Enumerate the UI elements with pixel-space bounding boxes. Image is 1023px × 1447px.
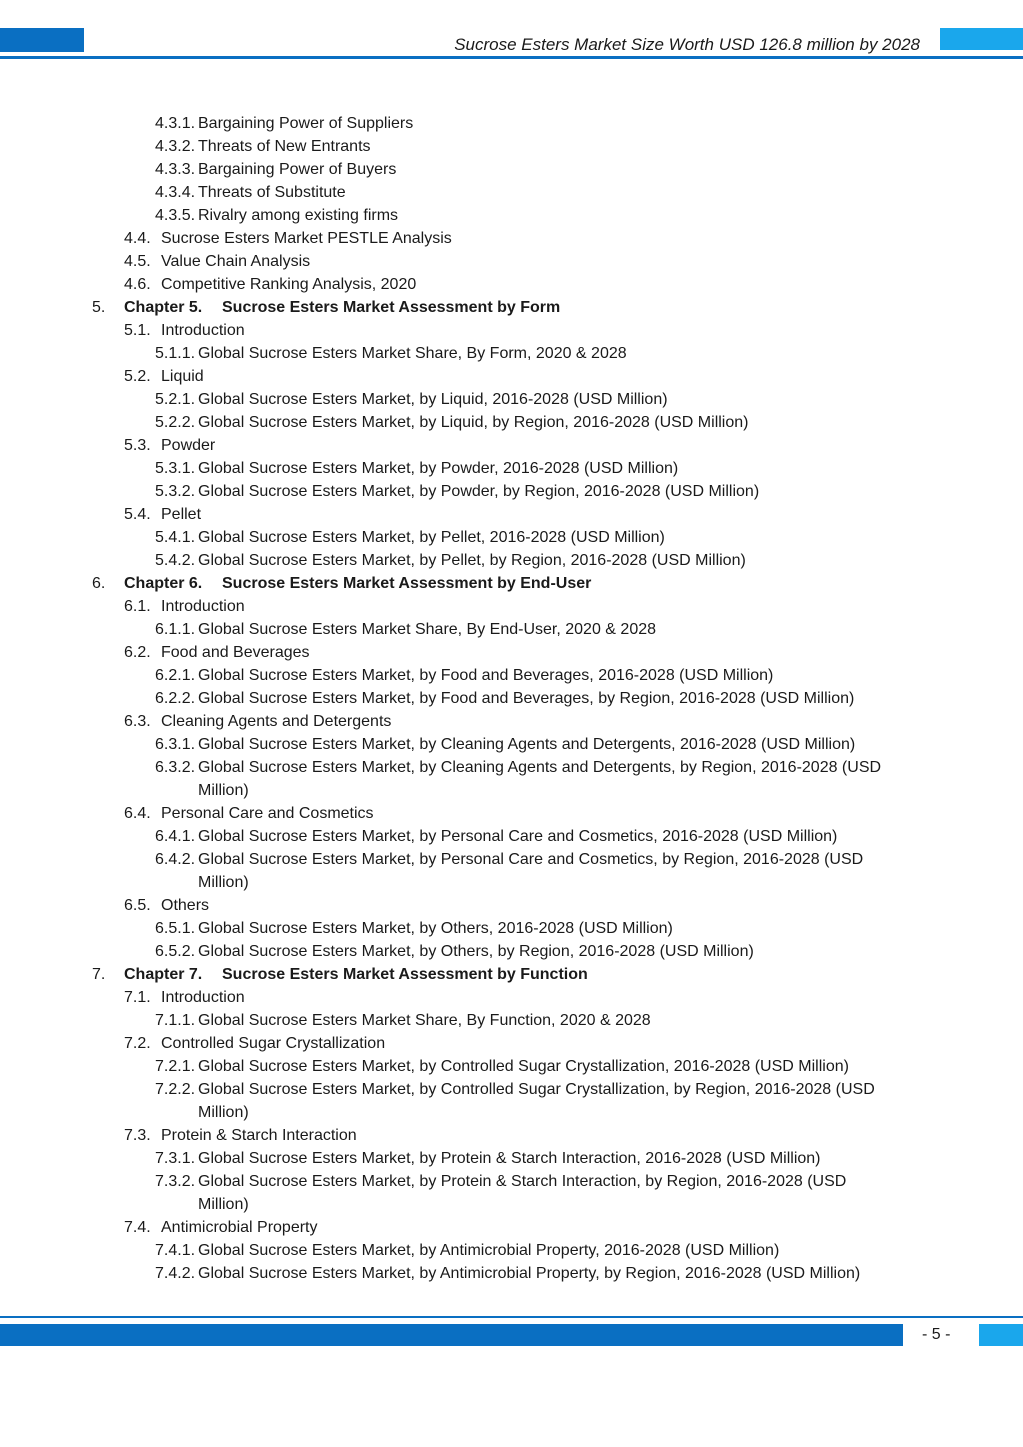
toc-text: Global Sucrose Esters Market, by Protein & Starch Interaction, 2016-2028 (USD Million) [198,1150,821,1167]
toc-section-entry [0,710,1023,733]
toc-section-entry [0,894,1023,917]
toc-text: Others [161,897,210,914]
toc-number: 5.3.2. [155,483,196,500]
toc-subsection-entry [0,1147,1023,1170]
toc-section-entry [0,1216,1023,1239]
toc-subsection-entry [0,411,1023,434]
toc-entry-continuation [0,779,1023,802]
toc-number: 7.4.2. [155,1265,196,1282]
toc-number: 6.5.1. [155,920,196,937]
toc-number: 4.3.5. [155,207,196,224]
toc-text: Threats of Substitute [198,184,346,201]
toc-subsection-entry [0,733,1023,756]
toc-text: Global Sucrose Esters Market, by Food and Beverages, by Region, 2016-2028 (USD Million) [198,690,855,707]
toc-text: Value Chain Analysis [161,253,311,270]
toc-entry-continuation [0,871,1023,894]
toc-text: Introduction [161,322,245,339]
toc-text: Million) [198,1196,249,1213]
toc-subsection-entry [0,940,1023,963]
toc-number: 4.4. [124,230,151,247]
toc-number: 7.4.1. [155,1242,196,1259]
toc-text: Controlled Sugar Crystallization [161,1035,386,1052]
toc-text: Threats of New Entrants [198,138,371,155]
toc-subsection-entry [0,1078,1023,1101]
toc-number: 5.4. [124,506,151,523]
footer-rule [0,1316,1023,1318]
toc-text: Global Sucrose Esters Market, by Others, by Region, 2016-2028 (USD Million) [198,943,754,960]
toc-section-entry [0,365,1023,388]
toc-subsection-entry [0,687,1023,710]
toc-number: 7.1.1. [155,1012,196,1029]
toc-subsection-entry [0,825,1023,848]
toc-section-entry [0,986,1023,1009]
toc-text: Global Sucrose Esters Market, by Personal Care and Cosmetics, 2016-2028 (USD Million) [198,828,838,845]
toc-subsection-entry [0,112,1023,135]
toc-text: Global Sucrose Esters Market, by Antimicrobial Property, 2016-2028 (USD Million) [198,1242,780,1259]
toc-text: Global Sucrose Esters Market, by Liquid, 2016-2028 (USD Million) [198,391,668,408]
toc-text: Global Sucrose Esters Market, by Powder, by Region, 2016-2028 (USD Million) [198,483,760,500]
toc-number: 7. [92,966,106,983]
toc-number: 4.5. [124,253,151,270]
toc-number: 7.3.1. [155,1150,196,1167]
toc-text: Million) [198,782,249,799]
toc-text: Pellet [161,506,202,523]
toc-subsection-entry [0,549,1023,572]
header-accent-left [0,28,84,52]
toc-number: 6.5.2. [155,943,196,960]
toc-entry-continuation [0,1193,1023,1216]
toc-number: 5.1. [124,322,151,339]
toc-section-entry [0,595,1023,618]
toc-subsection-entry [0,1170,1023,1193]
toc-subsection-entry [0,618,1023,641]
toc-subsection-entry [0,135,1023,158]
toc-section-entry [0,434,1023,457]
footer-bar [0,1324,903,1346]
toc-section-entry [0,641,1023,664]
toc-chapter-title: Sucrose Esters Market Assessment by End-User [222,575,592,592]
footer-accent-right [979,1324,1023,1346]
toc-number: 6.1.1. [155,621,196,638]
toc-text: Bargaining Power of Buyers [198,161,397,178]
header-title: Sucrose Esters Market Size Worth USD 126.8 million by 2028 [454,35,920,54]
toc-chapter-entry [0,963,1023,986]
toc-subsection-entry [0,1055,1023,1078]
table-of-contents [0,112,1023,1285]
toc-number: 4.3.3. [155,161,196,178]
toc-chapter-label: Chapter 7. [124,966,203,983]
toc-section-entry [0,250,1023,273]
toc-text: Cleaning Agents and Detergents [161,713,392,730]
toc-section-entry [0,503,1023,526]
toc-number: 5.2.2. [155,414,196,431]
toc-subsection-entry [0,457,1023,480]
toc-number: 7.2.2. [155,1081,196,1098]
toc-number: 5.4.1. [155,529,196,546]
toc-subsection-entry [0,1239,1023,1262]
toc-number: 6.4. [124,805,151,822]
toc-section-entry [0,319,1023,342]
toc-text: Liquid [161,368,204,385]
toc-number: 6.1. [124,598,151,615]
toc-number: 4.3.2. [155,138,196,155]
toc-number: 5.2.1. [155,391,196,408]
toc-section-entry [0,1124,1023,1147]
toc-chapter-title: Sucrose Esters Market Assessment by Function [222,966,588,983]
toc-subsection-entry [0,664,1023,687]
header-rule [0,56,1023,59]
toc-text: Global Sucrose Esters Market, by Controlled Sugar Crystallization, by Region, 2016-2028 (USD [198,1081,875,1098]
toc-text: Million) [198,1104,249,1121]
toc-text: Sucrose Esters Market PESTLE Analysis [161,230,452,247]
toc-number: 6. [92,575,106,592]
toc-text: Global Sucrose Esters Market Share, By Form, 2020 & 2028 [198,345,627,362]
toc-number: 6.2.2. [155,690,196,707]
toc-subsection-entry [0,917,1023,940]
toc-section-entry [0,802,1023,825]
toc-chapter-title: Sucrose Esters Market Assessment by Form [222,299,561,316]
toc-number: 5.3. [124,437,151,454]
toc-number: 4.3.1. [155,115,196,132]
toc-entry-continuation [0,1101,1023,1124]
toc-subsection-entry [0,1009,1023,1032]
toc-number: 6.3. [124,713,151,730]
toc-number: 5.4.2. [155,552,196,569]
toc-number: 7.4. [124,1219,151,1236]
toc-text: Global Sucrose Esters Market, by Pellet, by Region, 2016-2028 (USD Million) [198,552,746,569]
toc-subsection-entry [0,204,1023,227]
toc-text: Global Sucrose Esters Market, by Personal Care and Cosmetics, by Region, 2016-2028 (USD [198,851,864,868]
toc-text: Global Sucrose Esters Market, by Cleaning Agents and Detergents, by Region, 2016-2028 (USD [198,759,882,776]
toc-text: Global Sucrose Esters Market, by Food and Beverages, 2016-2028 (USD Million) [198,667,774,684]
toc-text: Food and Beverages [161,644,310,661]
toc-number: 6.4.1. [155,828,196,845]
toc-number: 6.5. [124,897,151,914]
toc-text: Rivalry among existing firms [198,207,399,224]
toc-subsection-entry [0,480,1023,503]
toc-number: 6.4.2. [155,851,196,868]
toc-text: Global Sucrose Esters Market, by Cleaning Agents and Detergents, 2016-2028 (USD Million) [198,736,856,753]
toc-chapter-label: Chapter 5. [124,299,203,316]
toc-number: 6.3.1. [155,736,196,753]
toc-number: 4.6. [124,276,151,293]
toc-number: 6.2. [124,644,151,661]
toc-subsection-entry [0,388,1023,411]
toc-text: Introduction [161,989,245,1006]
toc-number: 7.2.1. [155,1058,196,1075]
toc-subsection-entry [0,1262,1023,1285]
toc-text: Global Sucrose Esters Market, by Pellet, 2016-2028 (USD Million) [198,529,665,546]
toc-text: Bargaining Power of Suppliers [198,115,414,132]
toc-text: Global Sucrose Esters Market, by Powder, 2016-2028 (USD Million) [198,460,679,477]
toc-text: Global Sucrose Esters Market, by Others, 2016-2028 (USD Million) [198,920,673,937]
toc-subsection-entry [0,756,1023,779]
toc-text: Competitive Ranking Analysis, 2020 [161,276,417,293]
toc-section-entry [0,273,1023,296]
toc-subsection-entry [0,342,1023,365]
toc-number: 7.3. [124,1127,151,1144]
toc-number: 7.3.2. [155,1173,196,1190]
toc-section-entry [0,227,1023,250]
toc-subsection-entry [0,526,1023,549]
toc-text: Global Sucrose Esters Market, by Liquid, by Region, 2016-2028 (USD Million) [198,414,749,431]
toc-number: 5. [92,299,106,316]
toc-section-entry [0,1032,1023,1055]
toc-text: Powder [161,437,216,454]
toc-number: 6.3.2. [155,759,196,776]
toc-text: Global Sucrose Esters Market Share, By End-User, 2020 & 2028 [198,621,657,638]
toc-text: Global Sucrose Esters Market, by Protein & Starch Interaction, by Region, 2016-2028 (USD [198,1173,847,1190]
toc-text: Introduction [161,598,245,615]
toc-number: 7.1. [124,989,151,1006]
toc-text: Global Sucrose Esters Market, by Antimicrobial Property, by Region, 2016-2028 (USD Million) [198,1265,861,1282]
toc-subsection-entry [0,158,1023,181]
toc-subsection-entry [0,181,1023,204]
toc-number: 5.3.1. [155,460,196,477]
page-number: - 5 - [922,1326,951,1343]
toc-text: Global Sucrose Esters Market, by Controlled Sugar Crystallization, 2016-2028 (USD Million) [198,1058,849,1075]
toc-number: 6.2.1. [155,667,196,684]
toc-subsection-entry [0,848,1023,871]
toc-chapter-entry [0,572,1023,595]
toc-chapter-entry [0,296,1023,319]
header-accent-right [940,28,1023,50]
toc-number: 7.2. [124,1035,151,1052]
toc-chapter-label: Chapter 6. [124,575,203,592]
toc-text: Protein & Starch Interaction [161,1127,357,1144]
toc-number: 5.2. [124,368,151,385]
toc-text: Personal Care and Cosmetics [161,805,374,822]
toc-number: 5.1.1. [155,345,196,362]
toc-text: Antimicrobial Property [161,1219,318,1236]
toc-number: 4.3.4. [155,184,196,201]
toc-text: Global Sucrose Esters Market Share, By Function, 2020 & 2028 [198,1012,651,1029]
toc-text: Million) [198,874,249,891]
